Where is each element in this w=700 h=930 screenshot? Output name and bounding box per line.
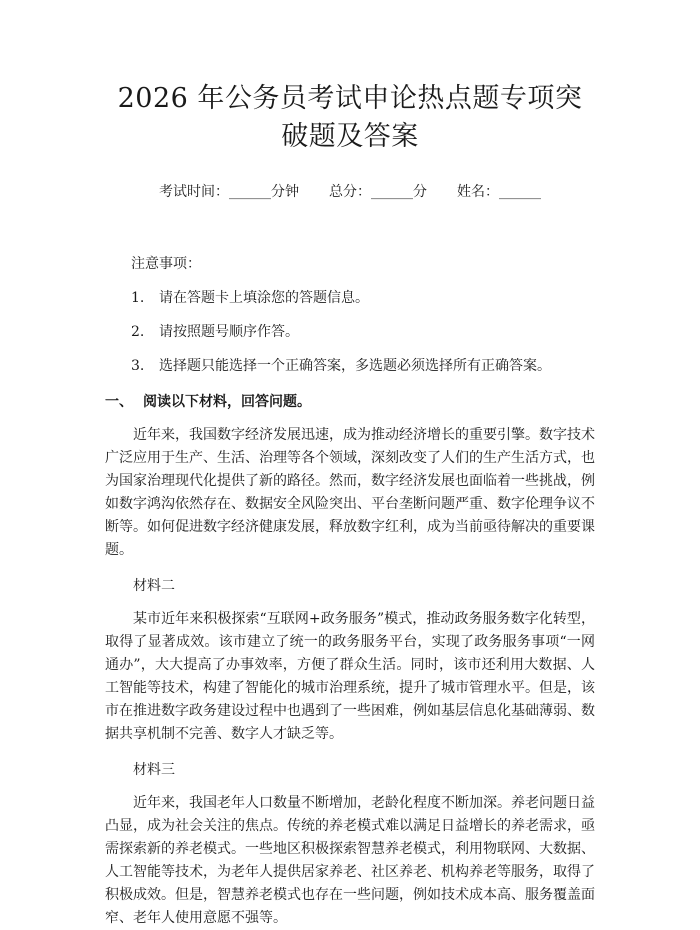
notice-item-number: 3.	[131, 358, 145, 374]
exam-info-line	[105, 182, 595, 202]
section-number: 一、	[105, 394, 133, 410]
material-two-label: 材料二	[133, 578, 175, 594]
notice-item	[131, 356, 595, 376]
notice-heading: 注意事项：	[131, 256, 201, 272]
notice-item-number: 2.	[131, 324, 145, 340]
name-field: 姓名：______	[457, 184, 541, 200]
material-two-paragraph: 某市近年来积极探索“互联网+政务服务”模式，推动政务服务数字化转型，取得了显著成效。该市建立了统一的政务服务平台，实现了政务服务事项“一网通办”，大大提高了办事效率，方便了群众生活。同时，该市还利用大数据、人工智能等技术，构建了智能化的城市治理系统，提升了城市管理水平。但是，该市在推进数字政务建设过程中也遇到了一些困难，例如基层信息化基础薄弱、数据共享机制不完善、数字人才缺乏等。	[105, 611, 595, 742]
material-three-label: 材料三	[133, 762, 175, 778]
total-score-field: 总分：______分	[329, 184, 427, 200]
notice-item	[131, 322, 595, 342]
notice-list	[105, 288, 595, 376]
notice-item-text: 请按照题号顺序作答。	[159, 324, 299, 340]
document-title: 2026 年公务员考试申论热点题专项突破题及答案	[117, 83, 583, 152]
material-one-paragraph: 近年来，我国数字经济发展迅速，成为推动经济增长的重要引擎。数字技术广泛应用于生产、生活、治理等各个领域，深刻改变了人们的生产生活方式，也为国家治理现代化提供了新的路径。然而，数字经济发展也面临着一些挑战，例如数字鸿沟依然存在、数据安全风险突出、平台垄断问题严重、数字伦理争议不断等。如何促进数字经济健康发展，释放数字红利，成为当前亟待解决的重要课题。	[105, 427, 595, 558]
section-heading	[105, 392, 595, 412]
notice-item	[131, 288, 595, 308]
exam-time-field: 考试时间：______分钟	[159, 184, 299, 200]
notice-item-text: 选择题只能选择一个正确答案，多选题必须选择所有正确答案。	[159, 358, 551, 374]
material-three-paragraph: 近年来，我国老年人口数量不断增加，老龄化程度不断加深。养老问题日益凸显，成为社会关注的焦点。传统的养老模式难以满足日益增长的养老需求，亟需探索新的养老模式。一些地区积极探索智慧养老模式，利用物联网、大数据、人工智能等技术，为老年人提供居家养老、社区养老、机构养老等服务，取得了积极成效。但是，智慧养老模式也存在一些问题，例如技术成本高、服务覆盖面窄、老年人使用意愿不强等。	[105, 795, 595, 926]
notice-item-text: 请在答题卡上填涂您的答题信息。	[159, 290, 369, 306]
section-title: 阅读以下材料，回答问题。	[143, 394, 311, 410]
notice-item-number: 1.	[131, 290, 145, 306]
